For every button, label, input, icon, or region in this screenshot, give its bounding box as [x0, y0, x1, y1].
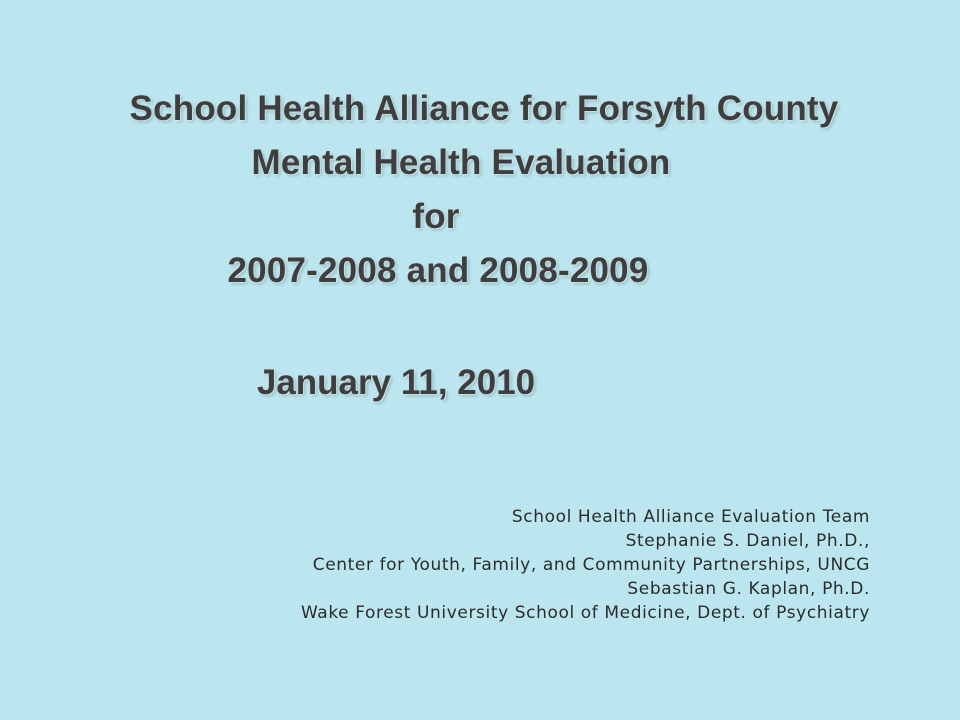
title-line-for: for [412, 197, 460, 236]
evaluation-team-credits [301, 505, 870, 625]
title-line-organization: School Health Alliance for Forsyth County [129, 89, 839, 128]
team-member-daniel: Stephanie S. Daniel, Ph.D., [625, 531, 870, 551]
team-heading: School Health Alliance Evaluation Team [511, 507, 870, 527]
presentation-date: January 11, 2010 [256, 363, 536, 402]
team-affiliation-uncg: Center for Youth, Family, and Community Partnerships, UNCG [312, 555, 870, 575]
team-member-kaplan: Sebastian G. Kaplan, Ph.D. [627, 579, 870, 599]
slide-title [0, 82, 960, 298]
title-line-years: 2007-2008 and 2008-2009 [227, 251, 649, 290]
title-line-evaluation: Mental Health Evaluation [251, 143, 671, 182]
team-affiliation-wake-forest: Wake Forest University School of Medicine, Dept. of Psychiatry [300, 603, 870, 623]
